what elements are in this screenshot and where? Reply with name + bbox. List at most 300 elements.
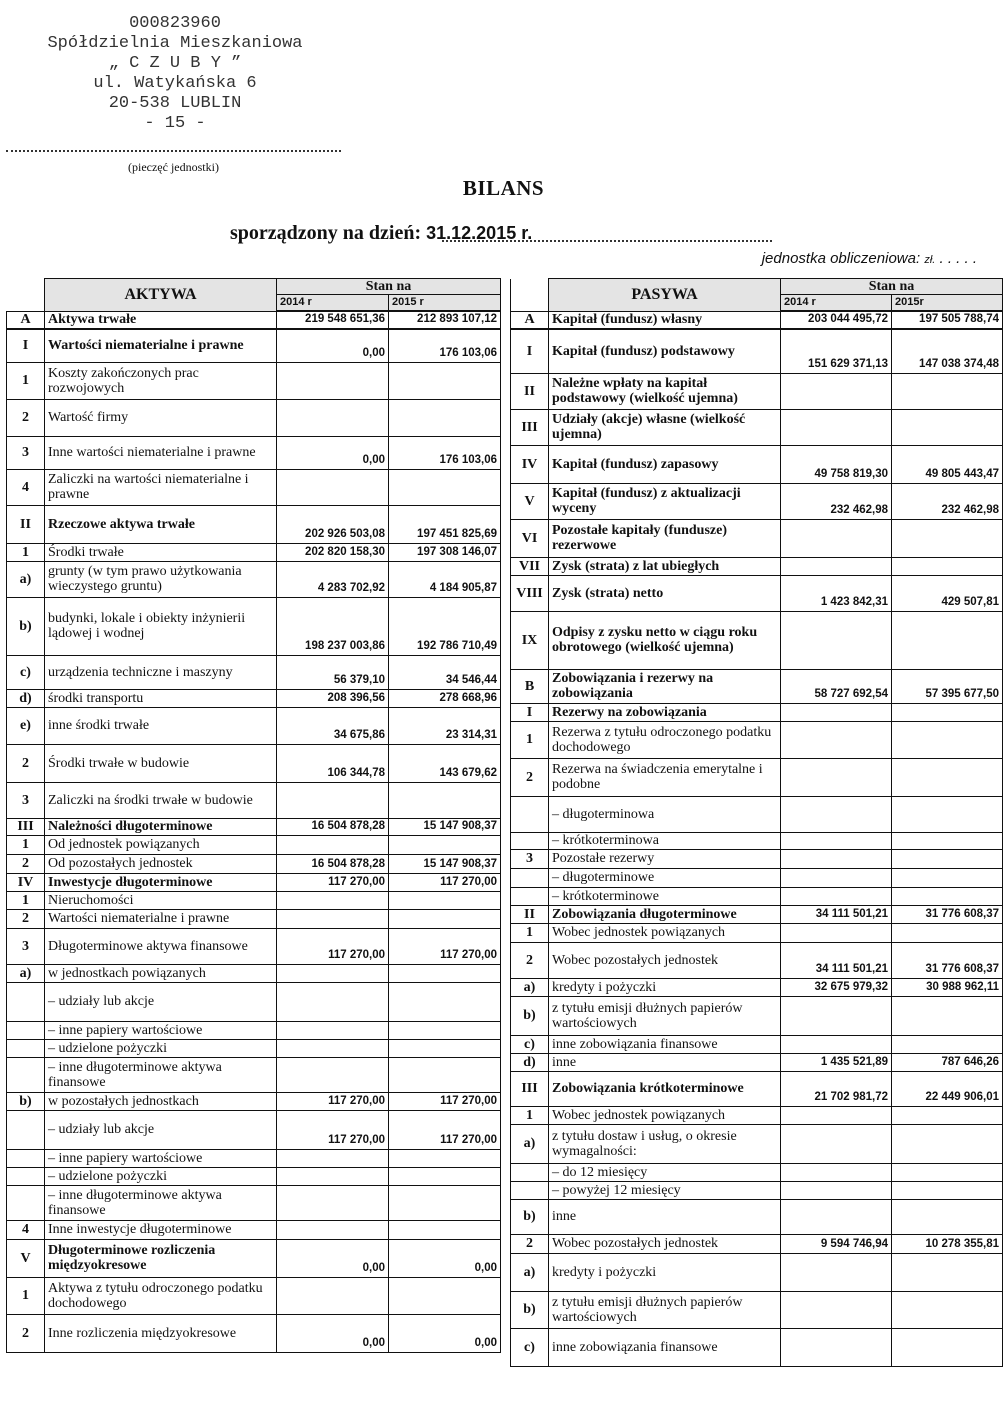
liability-row: [511, 942, 1003, 978]
subtitle-dotted-line: [442, 240, 772, 242]
liability-row: [511, 1234, 1003, 1253]
asset-row-label: Środki trwałe w budowie: [45, 744, 277, 782]
liability-row-label: – do 12 miesięcy: [549, 1163, 781, 1181]
liability-row: [511, 1199, 1003, 1234]
liability-row-number: VI: [511, 519, 549, 557]
asset-value-2014: [277, 1039, 389, 1057]
asset-value-2014: 202 820 158,30: [277, 543, 389, 561]
asset-value-2014: [277, 964, 389, 982]
asset-row: [7, 1149, 501, 1167]
asset-value-2015: 192 786 710,49: [389, 597, 501, 655]
liability-value-2015: [892, 796, 1003, 832]
liability-value-2015: [892, 887, 1003, 905]
unit-value: zł.: [924, 254, 936, 266]
liability-value-2014: [781, 887, 892, 905]
liability-value-2014: [781, 796, 892, 832]
asset-row-number: II: [7, 505, 45, 543]
liability-value-2014: [781, 996, 892, 1035]
liability-value-2015: [892, 1106, 1003, 1124]
asset-row-number: 1: [7, 1277, 45, 1314]
liability-row: [511, 703, 1003, 721]
liability-row: [511, 905, 1003, 923]
asset-value-2014: 16 504 878,28: [277, 818, 389, 835]
asset-value-2014: 16 504 878,28: [277, 854, 389, 873]
asset-row-label: w pozostałych jednostkach: [45, 1092, 277, 1110]
asset-value-2015: 197 308 146,07: [389, 543, 501, 561]
asset-row-label: – udziały lub akcje: [45, 1110, 277, 1149]
asset-row-number: a): [7, 964, 45, 982]
asset-row-label: Od pozostałych jednostek: [45, 854, 277, 873]
liabilities-year-2015: 2015r: [892, 295, 1003, 312]
asset-value-2015: [389, 1167, 501, 1185]
asset-value-2014: 117 270,00: [277, 873, 389, 891]
asset-value-2014: 56 379,10: [277, 655, 389, 689]
asset-row: [7, 854, 501, 873]
liability-row-label: Rezerwy na zobowiązania: [549, 703, 781, 721]
liability-row: [511, 1181, 1003, 1199]
asset-row-label: Aktywa z tytułu odroczonego podatku dochodowego: [45, 1277, 277, 1314]
asset-row-label: środki transportu: [45, 689, 277, 707]
asset-row-number: IV: [7, 873, 45, 891]
asset-row-label: Koszty zakończonych prac rozwojowych: [45, 362, 277, 399]
liability-row: [511, 445, 1003, 483]
liability-value-2015: [892, 1124, 1003, 1163]
liability-value-2014: [781, 1328, 892, 1366]
asset-value-2015: 4 184 905,87: [389, 561, 501, 597]
liability-value-2014: [781, 557, 892, 575]
asset-row-label: – udziały lub akcje: [45, 982, 277, 1021]
asset-value-2015: [389, 835, 501, 854]
asset-row: [7, 469, 501, 505]
liability-row-label: Zobowiązania długoterminowe: [549, 905, 781, 923]
liability-value-2015: 30 988 962,11: [892, 978, 1003, 996]
asset-value-2015: [389, 909, 501, 928]
liability-value-2014: [781, 409, 892, 445]
asset-row-number: 2: [7, 399, 45, 436]
liability-value-2014: [781, 373, 892, 409]
asset-value-2015: 0,00: [389, 1239, 501, 1277]
liability-value-2015: [892, 519, 1003, 557]
liability-value-2015: 57 395 677,50: [892, 669, 1003, 703]
liability-row-label: Wobec jednostek powiązanych: [549, 923, 781, 942]
liability-row-number: III: [511, 1071, 549, 1106]
liability-value-2015: [892, 611, 1003, 669]
subtitle-label: sporządzony na dzień:: [230, 222, 422, 244]
asset-row-label: w jednostkach powiązanych: [45, 964, 277, 982]
liabilities-stan-label: Stan na: [781, 279, 1003, 295]
asset-row-number: V: [7, 1239, 45, 1277]
liability-row: [511, 329, 1003, 373]
liability-row-number: c): [511, 1035, 549, 1053]
liability-row-label: – długoterminowe: [549, 868, 781, 887]
asset-value-2015: 34 546,44: [389, 655, 501, 689]
asset-row-number: 2: [7, 744, 45, 782]
asset-row-number: [7, 1185, 45, 1220]
asset-row: [7, 1314, 501, 1352]
asset-row-number: 3: [7, 782, 45, 818]
liability-row-number: [511, 1181, 549, 1199]
asset-row: [7, 744, 501, 782]
liability-row-label: Kapitał (fundusz) zapasowy: [549, 445, 781, 483]
liability-row-number: A: [511, 311, 549, 329]
asset-row-label: Zaliczki na wartości niematerialne i prawne: [45, 469, 277, 505]
asset-row: [7, 928, 501, 964]
liability-value-2015: [892, 758, 1003, 796]
liability-value-2015: [892, 832, 1003, 849]
liability-value-2014: [781, 519, 892, 557]
asset-value-2014: [277, 835, 389, 854]
liability-value-2014: [781, 1106, 892, 1124]
liability-row-label: Zysk (strata) z lat ubiegłych: [549, 557, 781, 575]
stamp-caption: (pieczęć jednostki): [128, 160, 219, 174]
asset-row: [7, 891, 501, 909]
asset-row-label: Inne wartości niematerialne i prawne: [45, 436, 277, 469]
liability-value-2015: [892, 1253, 1003, 1291]
liability-row-number: [511, 796, 549, 832]
liability-value-2015: 31 776 608,37: [892, 942, 1003, 978]
assets-year-2015: 2015 r: [389, 295, 501, 312]
liability-row-number: 2: [511, 1234, 549, 1253]
asset-value-2014: [277, 982, 389, 1021]
asset-value-2014: [277, 1220, 389, 1239]
liability-row: [511, 758, 1003, 796]
liability-value-2014: 151 629 371,13: [781, 329, 892, 373]
liability-value-2014: [781, 611, 892, 669]
liability-row: [511, 996, 1003, 1035]
asset-row: [7, 782, 501, 818]
liability-value-2014: 9 594 746,94: [781, 1234, 892, 1253]
liability-row-number: 1: [511, 923, 549, 942]
asset-value-2015: [389, 469, 501, 505]
liability-value-2015: 232 462,98: [892, 483, 1003, 519]
stamp-line: Spółdzielnia Mieszkaniowa: [47, 34, 303, 53]
asset-value-2015: 176 103,06: [389, 329, 501, 362]
asset-value-2015: [389, 362, 501, 399]
asset-row-number: b): [7, 597, 45, 655]
liability-value-2014: [781, 1291, 892, 1328]
asset-row-number: a): [7, 561, 45, 597]
liability-value-2014: [781, 1124, 892, 1163]
asset-value-2015: [389, 1057, 501, 1092]
liability-row-label: Kapitał (fundusz) podstawowy: [549, 329, 781, 373]
liability-value-2014: 203 044 495,72: [781, 311, 892, 329]
liability-row: [511, 557, 1003, 575]
asset-value-2014: 0,00: [277, 1239, 389, 1277]
liability-row-label: Rezerwa z tytułu odroczonego podatku dochodowego: [549, 721, 781, 758]
liability-row: [511, 483, 1003, 519]
liability-value-2015: 197 505 788,74: [892, 311, 1003, 329]
liability-value-2015: [892, 849, 1003, 868]
stamp-line: 000823960: [129, 14, 221, 33]
asset-row: [7, 1021, 501, 1039]
liability-row-label: Zysk (strata) netto: [549, 575, 781, 611]
asset-value-2015: 15 147 908,37: [389, 854, 501, 873]
asset-row-number: d): [7, 689, 45, 707]
asset-row: [7, 835, 501, 854]
asset-value-2015: [389, 964, 501, 982]
liability-row: [511, 1035, 1003, 1053]
liability-row-label: – krótkoterminowe: [549, 887, 781, 905]
asset-row-label: – udzielone pożyczki: [45, 1039, 277, 1057]
asset-row-number: c): [7, 655, 45, 689]
liability-row-number: 3: [511, 849, 549, 868]
liability-row: [511, 923, 1003, 942]
liability-value-2015: [892, 703, 1003, 721]
asset-value-2014: [277, 1057, 389, 1092]
asset-row-number: 1: [7, 835, 45, 854]
liability-value-2015: 22 449 906,01: [892, 1071, 1003, 1106]
liability-row: [511, 1291, 1003, 1328]
asset-row: [7, 311, 501, 329]
liability-row-label: Pozostałe kapitały (fundusze) rezerwowe: [549, 519, 781, 557]
asset-value-2014: [277, 782, 389, 818]
asset-row-number: [7, 1021, 45, 1039]
liability-row: [511, 832, 1003, 849]
asset-row-label: – inne papiery wartościowe: [45, 1021, 277, 1039]
asset-value-2014: [277, 362, 389, 399]
liability-row-number: I: [511, 703, 549, 721]
asset-row: [7, 1220, 501, 1239]
asset-row: [7, 982, 501, 1021]
liability-row-label: Pozostałe rezerwy: [549, 849, 781, 868]
liability-row-number: 2: [511, 942, 549, 978]
asset-value-2015: 0,00: [389, 1314, 501, 1352]
asset-row-label: – inne długoterminowe aktywa finansowe: [45, 1057, 277, 1092]
liabilities-table: [510, 278, 1003, 1367]
asset-row-number: 3: [7, 436, 45, 469]
liability-value-2014: [781, 703, 892, 721]
liability-row: [511, 849, 1003, 868]
asset-value-2015: 212 893 107,12: [389, 311, 501, 329]
asset-row: [7, 818, 501, 835]
asset-row-number: 4: [7, 1220, 45, 1239]
liability-row-label: inne zobowiązania finansowe: [549, 1035, 781, 1053]
liability-value-2014: [781, 758, 892, 796]
asset-value-2015: 117 270,00: [389, 928, 501, 964]
asset-row-label: – udzielone pożyczki: [45, 1167, 277, 1185]
asset-row-label: Inne rozliczenia międzyokresowe: [45, 1314, 277, 1352]
asset-row-number: I: [7, 329, 45, 362]
asset-row-number: 4: [7, 469, 45, 505]
liability-row-number: [511, 1163, 549, 1181]
liabilities-header: PASYWA: [549, 279, 781, 312]
stamp-line: ul. Watykańska 6: [93, 74, 257, 93]
liability-row: [511, 409, 1003, 445]
liability-row-number: II: [511, 905, 549, 923]
liability-value-2014: 232 462,98: [781, 483, 892, 519]
liability-row-label: Udziały (akcje) własne (wielkość ujemna): [549, 409, 781, 445]
liability-value-2015: 10 278 355,81: [892, 1234, 1003, 1253]
asset-row-label: Należności długoterminowe: [45, 818, 277, 835]
liability-row: [511, 575, 1003, 611]
asset-row: [7, 1277, 501, 1314]
asset-value-2014: 208 396,56: [277, 689, 389, 707]
asset-row-label: – inne długoterminowe aktywa finansowe: [45, 1185, 277, 1220]
asset-value-2014: 0,00: [277, 329, 389, 362]
liability-row: [511, 721, 1003, 758]
liability-row-label: Wobec pozostałych jednostek: [549, 1234, 781, 1253]
asset-value-2014: 219 548 651,36: [277, 311, 389, 329]
stamp-dotted-line: [6, 150, 341, 152]
asset-row-number: e): [7, 707, 45, 744]
asset-row-number: A: [7, 311, 45, 329]
asset-row: [7, 561, 501, 597]
liability-value-2014: [781, 868, 892, 887]
asset-row-number: 1: [7, 362, 45, 399]
asset-row: [7, 1092, 501, 1110]
liability-row: [511, 1124, 1003, 1163]
liability-value-2015: [892, 923, 1003, 942]
asset-row-label: Inwestycje długoterminowe: [45, 873, 277, 891]
liability-row-number: [511, 832, 549, 849]
asset-value-2015: [389, 1277, 501, 1314]
asset-value-2015: 23 314,31: [389, 707, 501, 744]
liability-row: [511, 373, 1003, 409]
asset-row: [7, 1239, 501, 1277]
liability-value-2015: [892, 1181, 1003, 1199]
liability-value-2014: [781, 721, 892, 758]
liability-row-number: VII: [511, 557, 549, 575]
asset-row: [7, 689, 501, 707]
liability-row-number: [511, 868, 549, 887]
asset-row: [7, 655, 501, 689]
asset-row-label: Długoterminowe aktywa finansowe: [45, 928, 277, 964]
assets-table: [6, 278, 501, 1353]
liability-row: [511, 1253, 1003, 1291]
asset-value-2014: 117 270,00: [277, 1110, 389, 1149]
asset-row: [7, 964, 501, 982]
liability-row-label: Zobowiązania i rezerwy na zobowiązania: [549, 669, 781, 703]
liability-row: [511, 519, 1003, 557]
liability-value-2014: [781, 1035, 892, 1053]
asset-value-2015: [389, 1149, 501, 1167]
assets-header: AKTYWA: [45, 279, 277, 312]
asset-row-label: Środki trwałe: [45, 543, 277, 561]
corner-cell: [7, 279, 45, 312]
liability-row: [511, 1163, 1003, 1181]
asset-row-number: 1: [7, 543, 45, 561]
liability-row-label: Zobowiązania krótkoterminowe: [549, 1071, 781, 1106]
asset-row: [7, 1057, 501, 1092]
liability-row-number: IX: [511, 611, 549, 669]
asset-row: [7, 1039, 501, 1057]
assets-year-2014: 2014 r: [277, 295, 389, 312]
asset-row: [7, 909, 501, 928]
liability-row-number: II: [511, 373, 549, 409]
liability-row: [511, 978, 1003, 996]
liability-value-2015: [892, 1163, 1003, 1181]
liability-value-2014: 34 111 501,21: [781, 942, 892, 978]
liability-row-label: Wobec jednostek powiązanych: [549, 1106, 781, 1124]
asset-row: [7, 543, 501, 561]
liability-value-2015: 429 507,81: [892, 575, 1003, 611]
liability-row-number: 2: [511, 758, 549, 796]
asset-value-2015: [389, 1185, 501, 1220]
asset-row-number: [7, 1110, 45, 1149]
asset-value-2014: 106 344,78: [277, 744, 389, 782]
liability-value-2015: 147 038 374,48: [892, 329, 1003, 373]
asset-row-label: urządzenia techniczne i maszyny: [45, 655, 277, 689]
liability-value-2014: 32 675 979,32: [781, 978, 892, 996]
unit-label: jednostka obliczeniowa:: [761, 250, 921, 267]
unit-of-account: jednostka obliczeniowa: zł. . . . . .: [761, 250, 977, 267]
liability-value-2015: [892, 409, 1003, 445]
liability-row-label: Wobec pozostałych jednostek: [549, 942, 781, 978]
asset-row-label: Rzeczowe aktywa trwałe: [45, 505, 277, 543]
asset-value-2015: [389, 782, 501, 818]
liability-value-2015: 31 776 608,37: [892, 905, 1003, 923]
document-title: BILANS: [462, 176, 545, 200]
liability-row-label: inne: [549, 1199, 781, 1234]
asset-value-2014: 34 675,86: [277, 707, 389, 744]
liability-value-2015: [892, 373, 1003, 409]
asset-row-label: grunty (w tym prawo użytkowania wieczystego gruntu): [45, 561, 277, 597]
asset-value-2015: 117 270,00: [389, 1110, 501, 1149]
asset-row-number: [7, 982, 45, 1021]
asset-row: [7, 597, 501, 655]
asset-row-label: Inne inwestycje długoterminowe: [45, 1220, 277, 1239]
liability-row-number: a): [511, 1124, 549, 1163]
liability-row-label: Odpisy z zysku netto w ciągu roku obrotowego (wielkość ujemna): [549, 611, 781, 669]
asset-row: [7, 505, 501, 543]
asset-row-number: III: [7, 818, 45, 835]
liability-value-2014: [781, 1163, 892, 1181]
unit-stamp: [40, 14, 310, 134]
liability-row-label: inne zobowiązania finansowe: [549, 1328, 781, 1366]
asset-row-label: budynki, lokale i obiekty inżynierii lądowej i wodnej: [45, 597, 277, 655]
liability-row-number: b): [511, 1199, 549, 1234]
liability-row-number: I: [511, 329, 549, 373]
balance-date: 31.12.2015 r.: [426, 223, 533, 243]
asset-value-2014: [277, 1277, 389, 1314]
asset-value-2014: 117 270,00: [277, 1092, 389, 1110]
liability-value-2015: [892, 1291, 1003, 1328]
liability-row-label: inne: [549, 1053, 781, 1071]
asset-row-number: 1: [7, 891, 45, 909]
liability-value-2015: [892, 721, 1003, 758]
liability-value-2015: [892, 996, 1003, 1035]
liability-row-number: [511, 887, 549, 905]
liability-row-number: d): [511, 1053, 549, 1071]
liability-row-label: Kapitał (fundusz) z aktualizacji wyceny: [549, 483, 781, 519]
asset-row-number: 2: [7, 1314, 45, 1352]
asset-row-label: Wartości niematerialne i prawne: [45, 909, 277, 928]
liability-row-label: kredyty i pożyczki: [549, 1253, 781, 1291]
asset-row: [7, 873, 501, 891]
stamp-line: 20-538 LUBLIN: [108, 94, 242, 113]
asset-row-label: – inne papiery wartościowe: [45, 1149, 277, 1167]
liability-row-number: c): [511, 1328, 549, 1366]
liability-value-2015: 49 805 443,47: [892, 445, 1003, 483]
asset-value-2014: 117 270,00: [277, 928, 389, 964]
liability-value-2014: 1 435 521,89: [781, 1053, 892, 1071]
liability-row-label: z tytułu dostaw i usług, o okresie wymagalności:: [549, 1124, 781, 1163]
asset-value-2014: [277, 909, 389, 928]
liability-row-number: a): [511, 978, 549, 996]
asset-value-2015: 117 270,00: [389, 1092, 501, 1110]
asset-value-2014: 202 926 503,08: [277, 505, 389, 543]
asset-value-2015: 15 147 908,37: [389, 818, 501, 835]
asset-value-2014: 4 283 702,92: [277, 561, 389, 597]
liability-row-label: kredyty i pożyczki: [549, 978, 781, 996]
liability-row-label: – powyżej 12 miesięcy: [549, 1181, 781, 1199]
liability-row-label: z tytułu emisji dłużnych papierów wartościowych: [549, 1291, 781, 1328]
liability-row: [511, 868, 1003, 887]
asset-row-label: Długoterminowe rozliczenia międzyokresowe: [45, 1239, 277, 1277]
liability-row-number: b): [511, 1291, 549, 1328]
asset-value-2014: [277, 1185, 389, 1220]
asset-row: [7, 1185, 501, 1220]
